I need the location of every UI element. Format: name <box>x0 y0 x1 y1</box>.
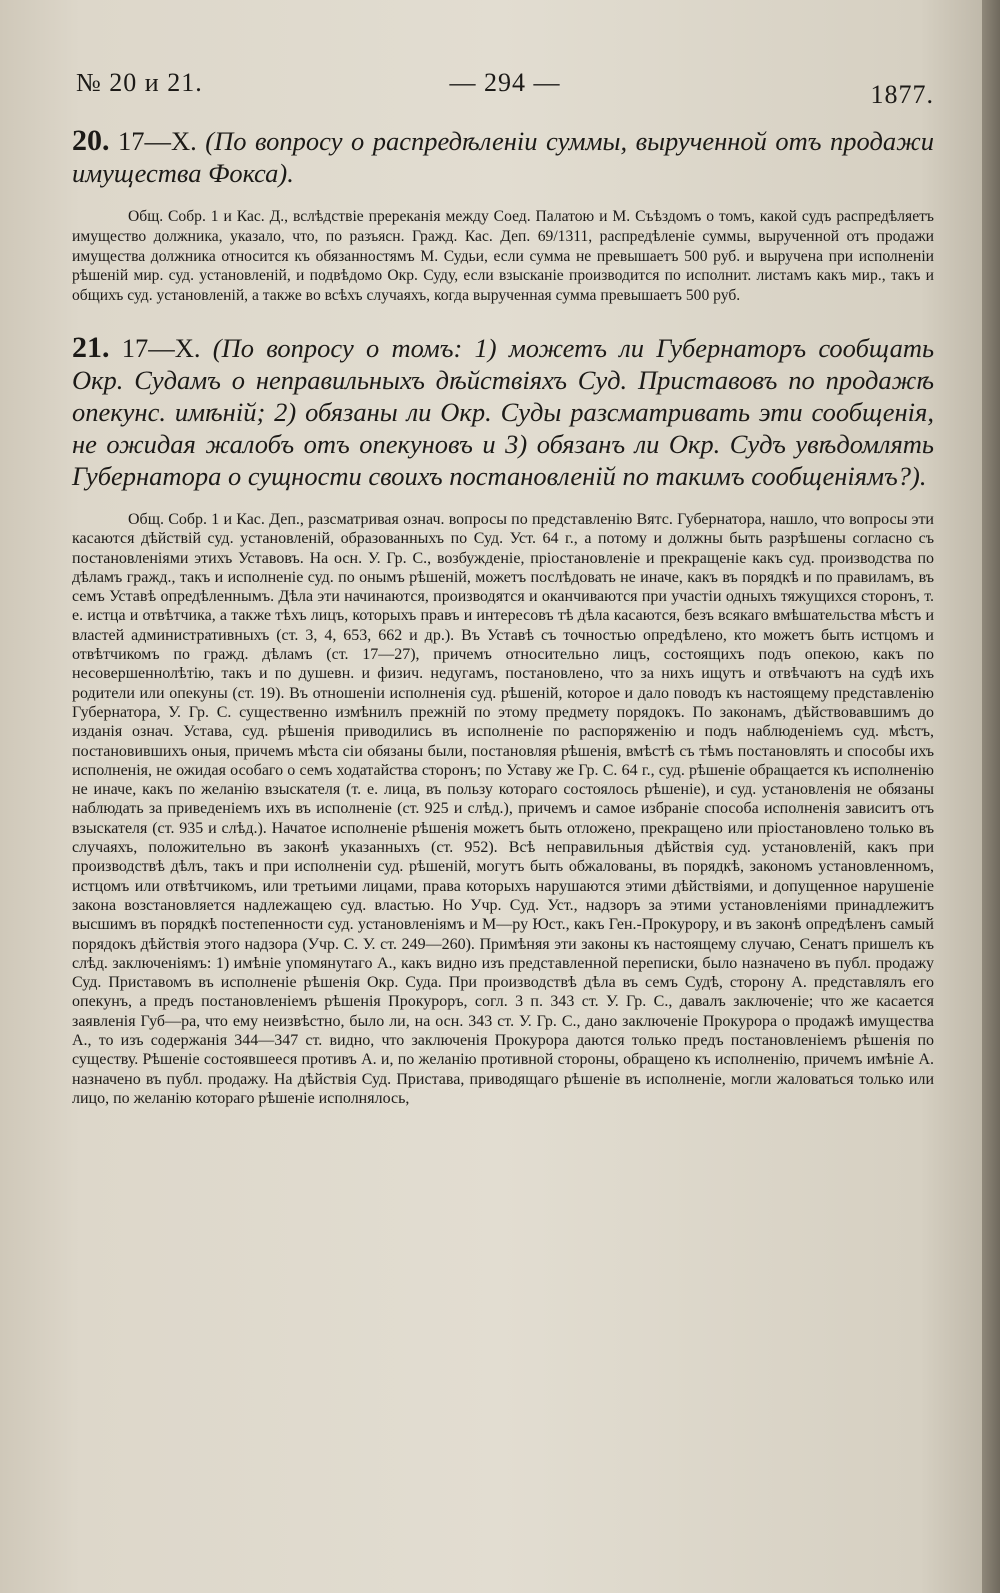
section-21-date: 17—X. <box>121 332 201 363</box>
page-content <box>72 125 934 1134</box>
section-20-subject: (По вопросу о распредѣленіи суммы, вырученной отъ продажи имущества Фокса). <box>72 126 935 188</box>
section-20-body: Общ. Собр. 1 и Кас. Д., вслѣдствіе пререканія между Соед. Палатою и М. Съѣздомъ о томъ, какой судъ распредѣляетъ имущество должника, указало, что, по разъясн. Гражд. Кас. Деп. 69/1311, распредѣленіе суммы, вырученной отъ продажи имущества должника относится къ обязанностямъ М. Судьи, если сумма не превышаетъ 500 руб. и выручена при исполненіи рѣшеній мир. суд. установленій, и подвѣдомо Окр. Суду, если взысканіе производится по исполнит. листамъ какъ мир., такъ и общихъ суд. установленій, а также во всѣхъ случаяхъ, когда вырученная сумма превышаетъ 500 руб. <box>72 208 934 305</box>
section-21-body: Общ. Собр. 1 и Кас. Деп., разсматривая означ. вопросы по представленію Вятс. Губернатора, нашло, что вопросы эти касаются дѣйствій суд. установленій, образованныхъ по Суд. Уст. 64 г., а потому и должны быть разрѣшены согласно съ постановленіями этихъ Уставовъ. На осн. У. Гр. С., возбужденіе, пріостановленіе и прекращеніе какъ суд. производства по дѣламъ гражд., такъ и исполненіе суд. по онымъ рѣшеній, можетъ послѣдовать не иначе, какъ въ порядкѣ и по правиламъ, въ семъ Уставѣ опредѣленнымъ. Дѣла эти начинаются, производятся и оканчиваются при участіи одныхъ тяжущихся сторонъ, т. е. истца и отвѣтчика, а также тѣхъ лицъ, которыхъ правъ и интересовъ тѣ дѣла касаются, безъ всякаго вмѣшательства мѣстъ и властей административныхъ (ст. 3, 4, 653, 662 и др.). Въ Уставѣ съ точностью опредѣлено, кто можетъ быть истцомъ и отвѣтчикомъ по гражд. дѣламъ (ст. 17—27), причемъ относительно лицъ, состоящихъ подъ опекою, какъ по несовершеннолѣтію, такъ и по душевн. и физич. недугамъ, постановлено, что за нихъ ищутъ и отвѣчаютъ на судѣ ихъ родители или опекуны (ст. 19). Въ отношеніи исполненія суд. рѣшеній, которое и дало поводъ къ настоящему представленію Губернатора, У. Гр. С. существенно измѣнилъ прежній по этому предмету порядокъ. По законамъ, дѣйствовавшимъ до изданія означ. Устава, суд. рѣшенія приводились въ исполненіе по распоряженію и подъ наблюденіемъ суд. мѣстъ, постановившихъ оныя, причемъ мѣста сіи обязаны были, постановляя рѣшенія, вмѣстѣ съ тѣмъ постановлять и способы ихъ исполненія, не ожидая особаго о семъ ходатайства сторонъ; по Уставу же Гр. С. 64 г., суд. рѣшеніе обращается къ исполненію не иначе, какъ по желанію взыскателя (т. е. лица, въ пользу котораго состоялось рѣшеніе), и суд. установленія не обязаны наблюдать за приведеніемъ ихъ въ исполненіе (ст. 925 и слѣд.), причемъ и самое избраніе способа исполненія зависитъ отъ взыскателя (ст. 935 и слѣд.). Начатое исполненіе рѣшенія можетъ быть отложено, прекращено или пріостановлено только въ случаяхъ, положительно въ законѣ указанныхъ (ст. 952). Всѣ неправильныя дѣйствія суд. установленій, какъ при производствѣ дѣлъ, такъ и при исполненіи суд. рѣшеній, могутъ быть обжалованы, въ порядкѣ, закономъ установленномъ, истцомъ или отвѣтчикомъ, или третьими лицами, права которыхъ нарушаются этими дѣйствіями, и допущенное нарушеніе закона возстановляется надлежащею суд. властью. Но Учр. Суд. Уст., надзоръ за этими установленіями принадлежитъ высшимъ въ порядкѣ постепенности суд. установленіямъ и М—ру Юст., какъ Ген.-Прокурору, и въ законѣ опредѣленъ самый порядокъ дѣйствія этого надзора (Учр. С. У. ст. 249—260). Примѣняя эти законы къ настоящему случаю, Сенатъ пришелъ къ слѣд. заключеніямъ: 1) имѣніе упомянутаго А., какъ видно изъ представленной переписки, было назначено въ публ. продажу Суд. Приставомъ въ исполненіе рѣшенія Окр. Суда. При производствѣ дѣла въ семъ Судѣ, сторону А. представлялъ его опекунъ, а предъ постановленіемъ рѣшенія Прокуроръ, согл. 3 п. 343 ст. У. Гр. С., давалъ заключеніе; что же касается заявленія Губ—ра, что ему неизвѣстно, было ли, на осн. 343 ст. У. Гр. С., дано заключеніе Прокурора о продажѣ имущества А., то изъ содержанія 344—347 ст. видно, что заключенія Прокурора даются только предъ постановленіемъ рѣшенія по существу. Рѣшеніе состоявшееся противъ А. и, по желанію противной стороны, обращено къ исполненію, причемъ имѣніе А. назначено въ публ. продажу. На дѣйствія Суд. Пристава, приводящаго рѣшеніе въ исполненіе, могли жаловаться только или лицо, по желанію котораго рѣшеніе исполнялось, <box>72 510 934 1107</box>
issue-number: № 20 и 21. <box>76 68 203 97</box>
section-21-title <box>72 332 934 492</box>
page-number: — 294 — <box>449 68 561 97</box>
section-21-subject: (По вопросу о томъ: 1) можетъ ли Губернаторъ сообщать Окр. Судамъ о неправильныхъ дѣйствіяхъ Суд. Приставовъ по продажѣ опекунс. имѣній; 2) обязаны ли Окр. Суды разсматривать эти сообщенія, не ожидая жалобъ отъ опекуновъ и 3) обязанъ ли Окр. Судъ увѣдомлять Губернатора о сущности своихъ постановленій по такимъ сообщеніямъ?). <box>72 332 935 491</box>
section-20-number: 20. <box>72 124 110 157</box>
section-20-title <box>72 125 934 189</box>
section-20-date: 17—X. <box>118 126 197 156</box>
running-header <box>76 68 934 108</box>
section-21-number: 21. <box>72 330 110 364</box>
page-edge-shadow <box>982 0 1000 1593</box>
year: 1877. <box>870 80 934 109</box>
